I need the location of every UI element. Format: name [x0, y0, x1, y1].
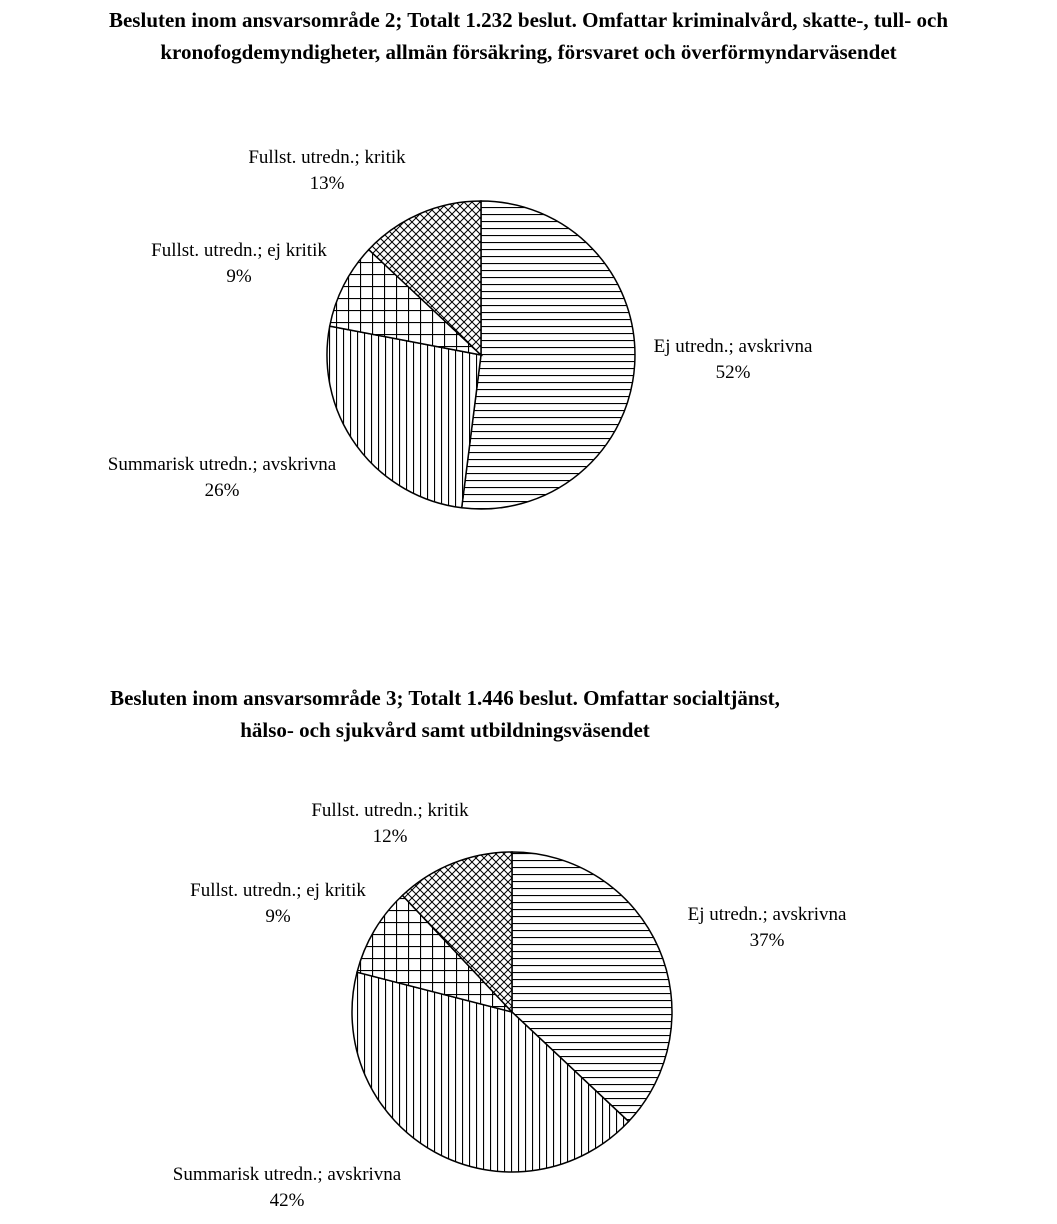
pie-slice-horizontal [462, 201, 635, 509]
pie-slice-vertical [327, 326, 481, 508]
slice-label-ej-utredn: Ej utredn.; avskrivna 37% [687, 904, 847, 951]
slice-label-kritik: Fullst. utredn.; kritik 12% [311, 800, 469, 847]
slice-label-ej-utredn: Ej utredn.; avskrivna 52% [653, 336, 813, 383]
slice-label-ej-kritik: Fullst. utredn.; ej kritik 9% [190, 880, 366, 927]
slice-label-summarisk: Summarisk utredn.; avskrivna 42% [172, 1164, 402, 1211]
chart-title-line: Besluten inom ansvarsområde 2; Totalt 1.232 beslut. Omfattar kriminalvård, skatte-, tull- och [108, 8, 949, 32]
chart-title-line: Besluten inom ansvarsområde 3; Totalt 1.446 beslut. Omfattar socialtjänst, [110, 686, 780, 710]
slice-label-ej-kritik: Fullst. utredn.; ej kritik 9% [151, 240, 327, 287]
chart-title-line: hälso- och sjukvård samt utbildningsväsendet [240, 718, 650, 742]
pie-chart-area-3 [0, 790, 1057, 1224]
slice-label-summarisk: Summarisk utredn.; avskrivna 26% [107, 454, 337, 501]
slice-label-kritik: Fullst. utredn.; kritik 13% [248, 147, 406, 194]
chart-title-area-3 [0, 682, 890, 746]
chart-title-line: kronofogdemyndigheter, allmän försäkring, försvaret och överförmyndarväsendet [160, 40, 897, 64]
chart-title-area-2 [0, 4, 1057, 68]
